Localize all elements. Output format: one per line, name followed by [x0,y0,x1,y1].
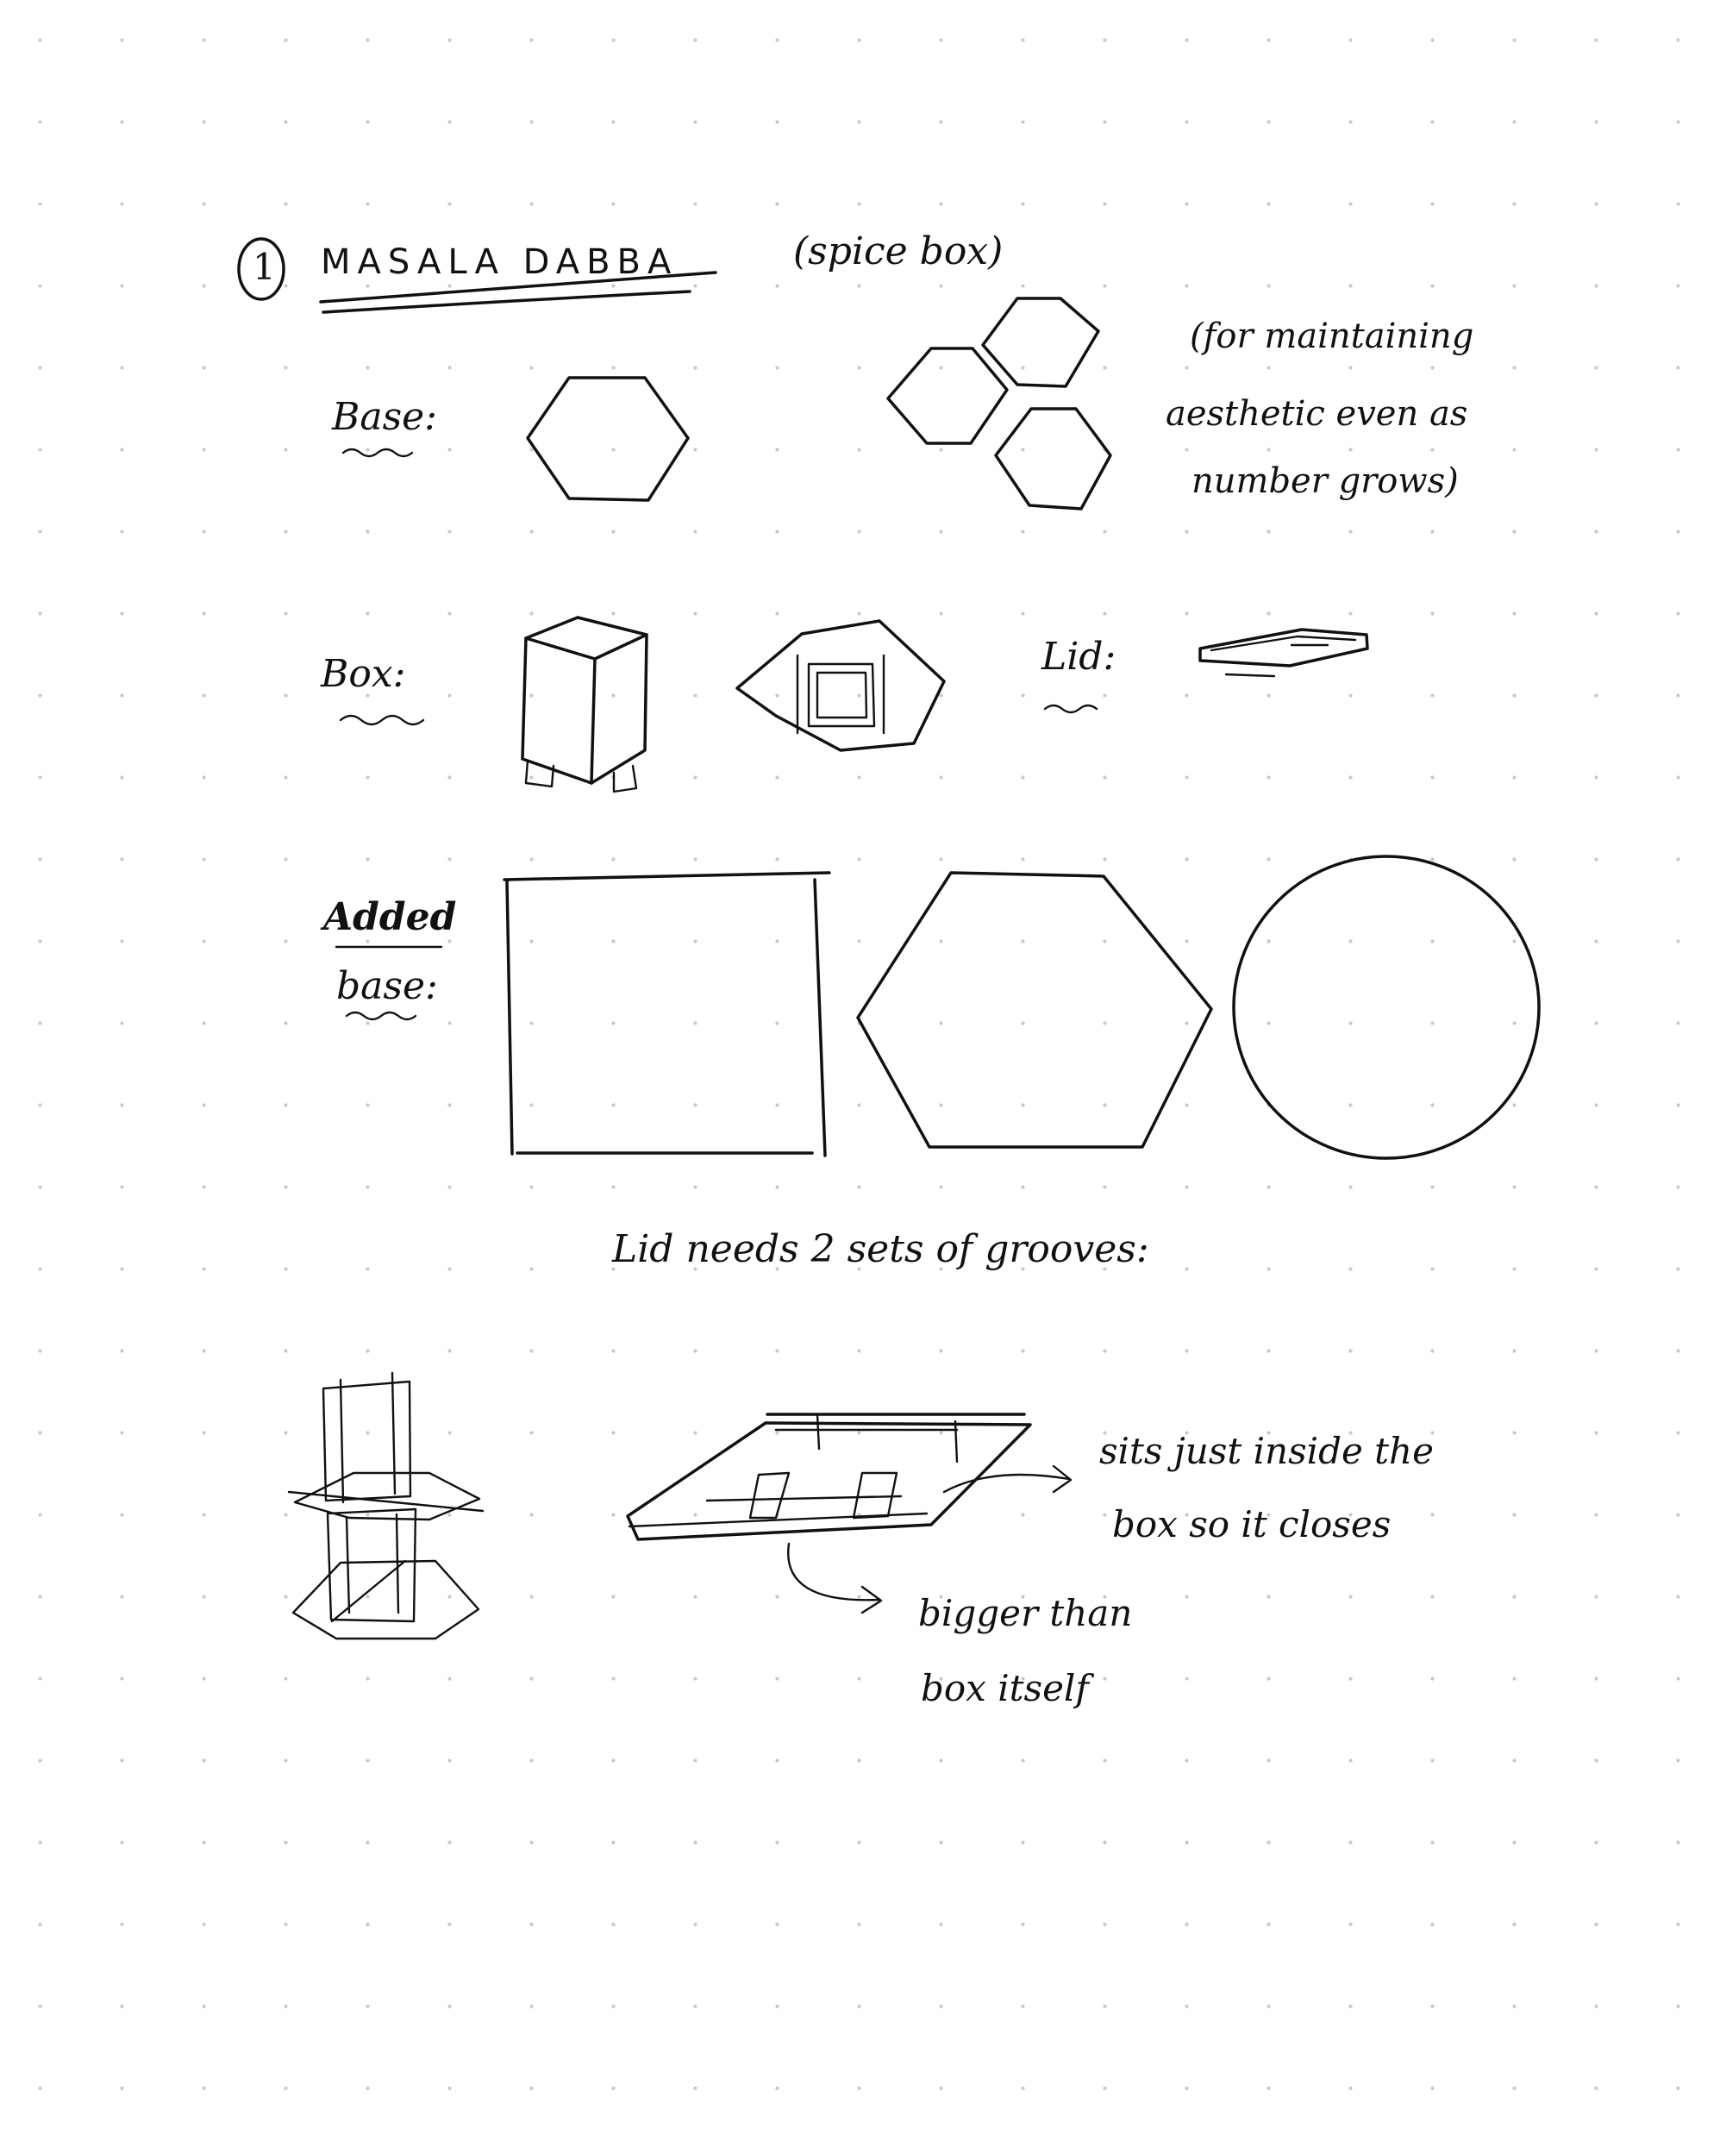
added-base-label-line-1: Added [323,895,457,939]
outer-groove-annotation-line-1: bigger than [918,1592,1133,1634]
added-base-label-line-2: base: [336,964,438,1008]
inner-groove-annotation-line-1: sits just inside the [1099,1430,1434,1472]
inner-groove-annotation-line-2: box so it closes [1112,1503,1392,1545]
added-base-circle [1234,856,1539,1158]
lid-small-sketch [1200,630,1367,676]
heading-number: 1 [253,246,276,288]
heading-subtitle: (spice box) [793,229,1004,273]
grooves-note: Lid needs 2 sets of grooves: [612,1227,1149,1271]
added-base-hexagon [858,873,1211,1147]
base-label: Base: [332,395,438,439]
box-label: Box: [321,652,406,696]
box-top-view-sketch [737,621,944,750]
stacked-assembly-sketch [289,1373,483,1639]
lid-label: Lid: [1041,635,1116,679]
added-base-square [504,873,829,1156]
lid-label-squiggle [1045,705,1097,712]
box-cuboid-sketch [522,617,647,792]
lid-grooves-sketch [628,1414,1030,1539]
outer-groove-arrow [788,1544,881,1613]
outer-groove-annotation-line-2: box itself [921,1667,1089,1709]
base-note-line-3: number grows) [1191,461,1459,501]
base-single-hexagon [528,378,688,500]
base-note-line-2: aesthetic even as [1166,394,1468,434]
base-hexagon-cluster [888,298,1110,509]
base-note-line-1: (for maintaining [1190,317,1474,356]
inner-groove-arrow [944,1466,1071,1492]
base-label-squiggle [343,449,412,456]
heading-title: MASALA DABBA [321,242,679,282]
box-label-squiggle [341,716,423,724]
